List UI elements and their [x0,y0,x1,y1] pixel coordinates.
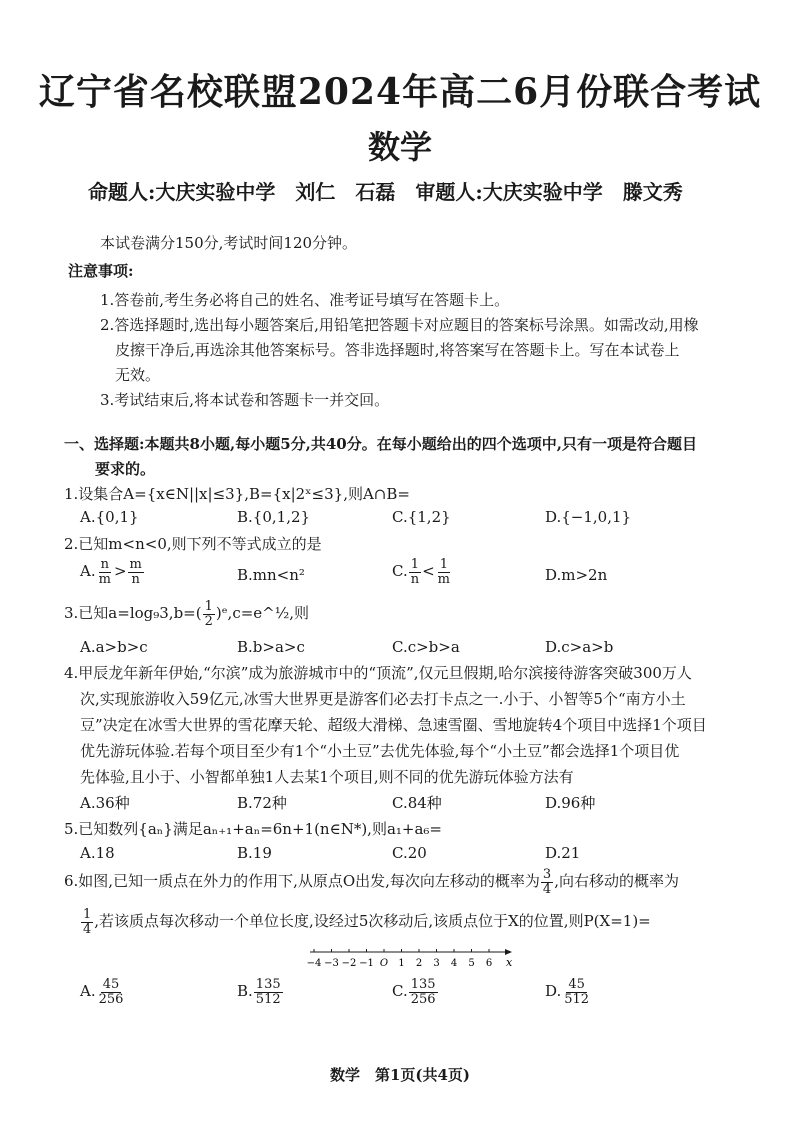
tick-label: 6 [485,958,493,969]
q5-option-d: D.21 [545,844,581,862]
tick-label: 2 [415,958,423,969]
page-footer: 数学 第1页(共4页) [329,1066,471,1084]
q4-line-2: 次,实现旅游收入59亿元,冰雪大世界更是游客们必去打卡点之一.小于、小智等5个“南方小土 [80,690,686,708]
q5-option-a: A.18 [80,844,115,862]
q4-line-3: 豆”决定在冰雪大世界的雪花摩天轮、超级大滑梯、急速雪圈、雪地旋转4个项目中选择1个项目 [80,716,707,734]
section-heading-cont: 要求的。 [95,460,156,478]
q3-option-c: C.c>b>a [392,638,460,656]
tick-label: −3 [324,958,339,969]
note-2-cont: 皮擦干净后,再选涂其他答案标号。答非选择题时,将答案写在答题卡上。写在本试卷上 [115,341,680,359]
number-line-arrow [505,949,512,955]
note-1: 1.答卷前,考生务必将自己的姓名、准考证号填写在答题卡上。 [100,291,510,309]
q4-line-1: 4.甲辰龙年新年伊始,“尔滨”成为旅游城市中的“顶流”,仅元旦假期,哈尔滨接待游客突破300万人 [64,664,692,682]
q1-stem: 1.设集合A={x∈N||x|≤3},B={x|2ˣ≤3},则A∩B= [64,485,410,503]
q3-option-d: D.c>a>b [545,638,614,656]
q4-line-4: 优先游玩体验.若每个项目至少有1个“小土豆”去优先体验,每个“小土豆”都会选择1个项目优 [80,742,680,760]
q2-option-b: B.mn<n² [237,566,305,584]
q4-option-a: A.36种 [80,794,130,812]
q6-option-c: C. $\frac{135}{256}$ [392,977,436,1007]
q4-option-c: C.84种 [392,794,442,812]
q2-option-a: A. $\frac{n}{m}$ > $\frac{m}{n}$ [80,557,142,587]
section-heading: 一、选择题:本题共8小题,每小题5分,共40分。在每小题给出的四个选项中,只有一项是符合题目 [64,435,697,453]
tick-label: 5 [468,958,475,969]
q6-line-2: $\frac{1}{4}$ ,若该质点每次移动一个单位长度,设经过5次移动后,该质点位于X的位置,则P(X=1)= [83,907,651,937]
q4-option-d: D.96种 [545,794,596,812]
q3-stem: 3.已知a=log₉3,b=( $\frac{1}{2}$ )ᵉ,c=e^½,则 [64,599,310,629]
authors-line: 命题人:大庆实验中学 刘仁 石磊 审题人:大庆实验中学 滕文秀 [88,180,683,204]
q1-option-d: D.{−1,0,1} [545,508,632,526]
axis-variable: x [506,956,513,969]
tick-label: O [379,958,389,969]
exam-title: 辽宁省名校联盟2024年高二6月份联合考试 [38,71,762,113]
q5-stem: 5.已知数列{aₙ}满足aₙ₊₁+aₙ=6n+1(n∈N*),则a₁+a₆= [64,820,442,838]
notes-title: 注意事项: [68,262,134,280]
tick-label: 4 [450,958,458,969]
q2-option-d: D.m>2n [545,566,608,584]
note-3: 3.考试结束后,将本试卷和答题卡一并交回。 [100,391,390,409]
number-line-figure [300,946,520,972]
q3-option-a: A.a>b>c [80,638,148,656]
q5-option-b: B.19 [237,844,272,862]
note-2-end: 无效。 [115,366,161,384]
q6-line-1: 6.如图,已知一质点在外力的作用下,从原点O出发,每次向左移动的概率为 $\frac{3}{4}$ ,向右移动的概率为 [64,867,679,897]
q1-option-c: C.{1,2} [392,508,451,526]
q6-option-a: A. $\frac{45}{256}$ [80,977,124,1007]
q5-option-c: C.20 [392,844,427,862]
tick-label: −4 [306,958,322,969]
q2-stem: 2.已知m<n<0,则下列不等式成立的是 [64,535,322,553]
q2-option-c: C. $\frac{1}{n}$ < $\frac{1}{m}$ [392,557,450,587]
tick-label: −1 [359,958,374,969]
tick-label: −2 [341,958,357,969]
q1-option-a: A.{0,1} [80,508,139,526]
q6-option-b: B. $\frac{135}{512}$ [237,977,281,1007]
tick-label: 3 [433,958,440,969]
tick-label: 1 [398,958,405,969]
q4-option-b: B.72种 [237,794,287,812]
score-time-line: 本试卷满分150分,考试时间120分钟。 [100,234,358,252]
q1-option-b: B.{0,1,2} [237,508,311,526]
q4-line-5: 先体验,且小于、小智都单独1人去某1个项目,则不同的优先游玩体验方法有 [80,768,574,786]
note-2: 2.答选择题时,选出每小题答案后,用铅笔把答题卡对应题目的答案标号涂黑。如需改动,用橡 [100,316,699,334]
subject-title: 数学 [367,128,432,166]
number-line-labels [307,958,493,969]
q6-option-d: D. $\frac{45}{512}$ [545,977,590,1007]
q3-option-b: B.b>a>c [237,638,305,656]
